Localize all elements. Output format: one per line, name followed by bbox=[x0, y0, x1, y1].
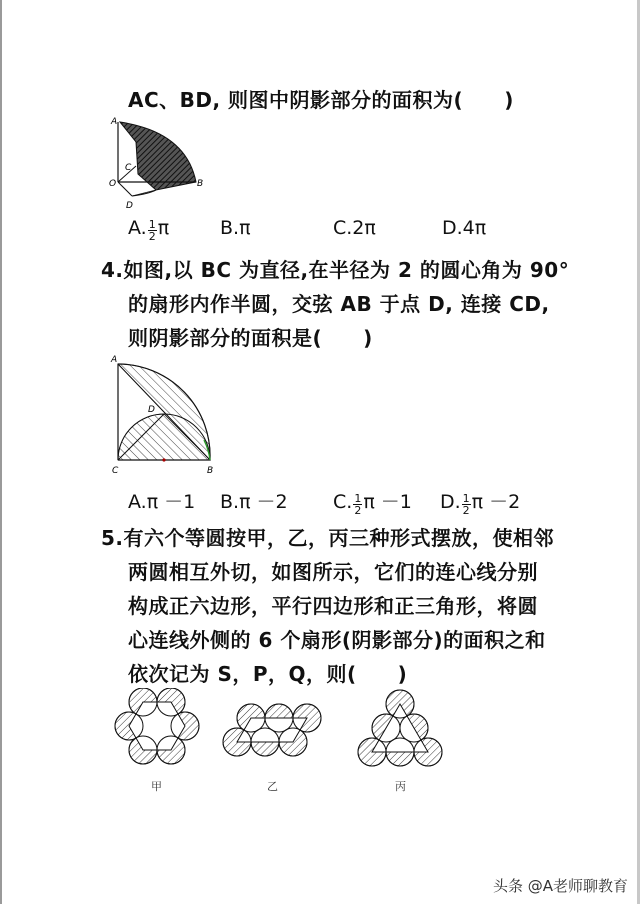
fraction: $\frac{1}{2}$ bbox=[354, 492, 362, 517]
q3-figure bbox=[108, 114, 208, 214]
q5-stem-line-5: 依次记为 S，P，Q，则( ) bbox=[128, 662, 408, 686]
q4-stem-line-3: 则阴影部分的面积是( ) bbox=[128, 326, 373, 350]
q4-choice-c[interactable]: C. $\frac{1}{2}$ π －1 bbox=[333, 491, 412, 517]
q3-label-o: O bbox=[109, 179, 117, 189]
q4-choice-d[interactable]: D. $\frac{1}{2}$ π －2 bbox=[440, 491, 521, 517]
q4-choices bbox=[128, 487, 608, 517]
q3-choice-d[interactable]: D.4π bbox=[442, 217, 487, 239]
page-border-left bbox=[0, 0, 2, 904]
figure-jia bbox=[115, 688, 199, 764]
q3-choice-c[interactable]: C.2π bbox=[333, 217, 376, 239]
q3-label-a: A bbox=[111, 117, 118, 127]
figure-yi bbox=[223, 704, 321, 756]
q5-stem-line-3: 构成正六边形，平行四边形和正三角形，将圆 bbox=[128, 594, 538, 618]
q3-label-b: B bbox=[197, 179, 204, 189]
fraction: $\frac{1}{2}$ bbox=[148, 218, 156, 243]
q4-choice-a[interactable]: A.π －1 bbox=[128, 491, 196, 513]
q3-choice-a[interactable]: A. $\frac{1}{2}$ π bbox=[128, 217, 170, 243]
q3-choice-b[interactable]: B.π bbox=[220, 217, 251, 239]
q4-label-c: C bbox=[112, 466, 119, 476]
q3-shaded-region bbox=[120, 122, 196, 190]
figure-bing bbox=[358, 690, 442, 766]
q4-figure bbox=[108, 352, 223, 477]
q5-stem-line-2: 两圆相互外切，如图所示，它们的连心线分别 bbox=[128, 560, 538, 584]
q4-label-a: A bbox=[111, 355, 118, 365]
q4-label-d: D bbox=[148, 405, 155, 415]
q4-label-b: B bbox=[207, 466, 214, 476]
watermark-footer: 头条 @A老师聊教育 bbox=[492, 877, 628, 895]
q3-choices bbox=[128, 217, 608, 243]
caption-jia: 甲 bbox=[151, 780, 162, 793]
q3-stem-line: AC、BD, 则图中阴影部分的面积为( ) bbox=[128, 88, 514, 112]
q3-label-c: C bbox=[125, 163, 132, 173]
q4-choice-b[interactable]: B.π －2 bbox=[220, 491, 288, 513]
q4-stem-line-2: 的扇形内作半圆，交弦 AB 于点 D, 连接 CD, bbox=[128, 292, 550, 316]
fraction: $\frac{1}{2}$ bbox=[462, 492, 470, 517]
q3-line-od bbox=[118, 182, 132, 196]
q3-label-d: D bbox=[126, 201, 133, 211]
q4-midpoint bbox=[162, 458, 165, 461]
q5-stem-line-4: 心连线外侧的 6 个扇形(阴影部分)的面积之和 bbox=[128, 628, 546, 652]
caption-bing: 丙 bbox=[395, 780, 406, 793]
q4-stem-line-1: 4.如图,以 BC 为直径,在半径为 2 的圆心角为 90° bbox=[101, 258, 570, 282]
q3-line-bd bbox=[132, 190, 156, 196]
caption-yi: 乙 bbox=[267, 780, 278, 793]
q5-stem-line-1: 5.有六个等圆按甲，乙，丙三种形式摆放，使相邻 bbox=[101, 526, 555, 550]
